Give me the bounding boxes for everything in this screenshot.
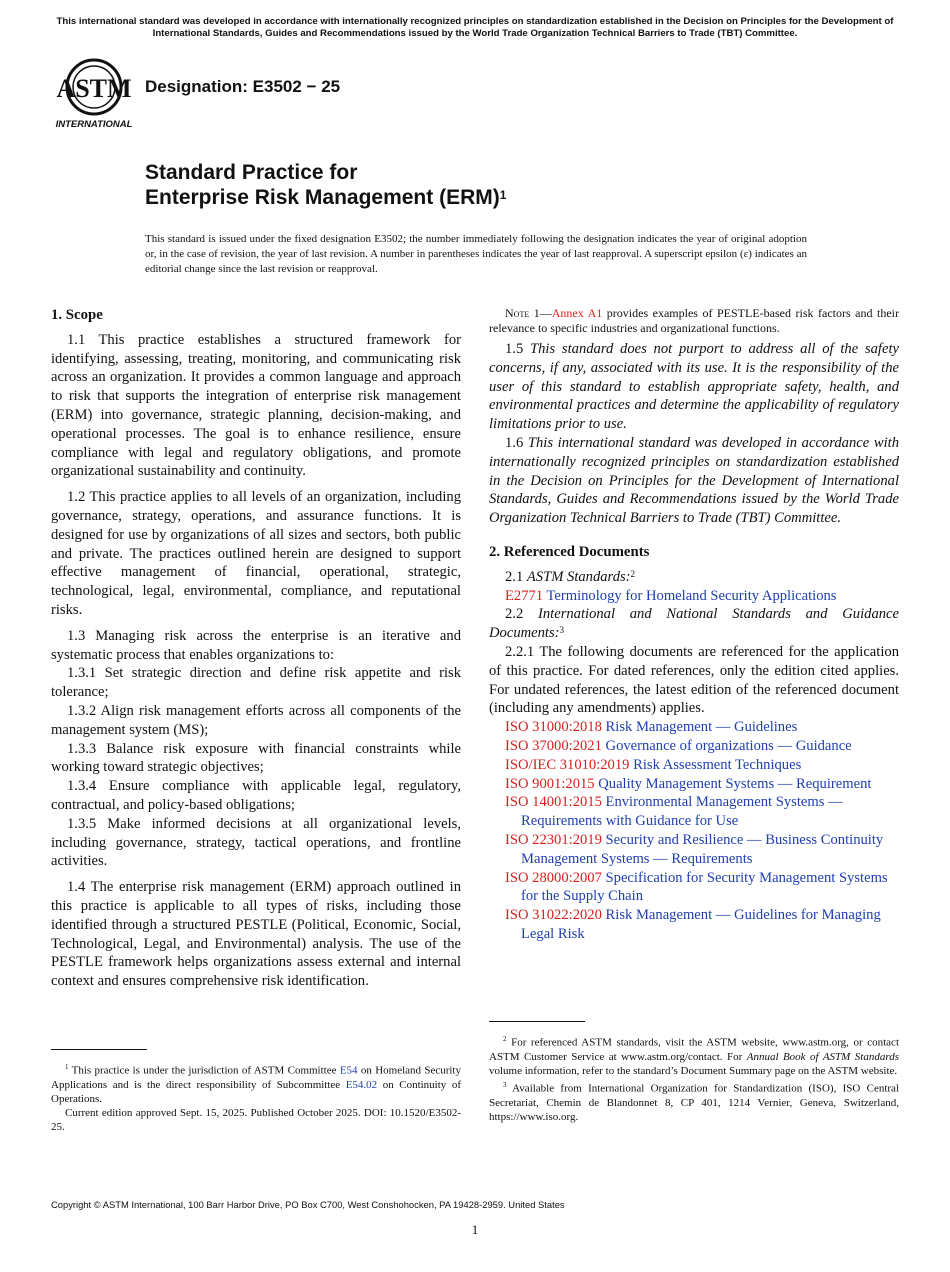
document-title [145, 160, 506, 210]
footnote-edition: Current edition approved Sept. 15, 2025. Published October 2025. DOI: 10.1520/E3502-25. [51, 1107, 461, 1134]
para-1-4: 1.4 The enterprise risk management (ERM) approach outlined in this practice is applicable to all types of risks, including those identified through a structured PESTLE (Political, Economic, Social, Technological, Legal, and Environmental) analysis. The use of the PESTLE framework helps organizations assess external and internal context and ensures comprehensive risk identification. [51, 879, 461, 990]
copyright-notice: Copyright © ASTM International, 100 Barr Harbor Drive, PO Box C700, West Conshohocken, PA 19428-2959. United States [51, 1199, 565, 1210]
svg-text:ASTM: ASTM [56, 74, 132, 103]
ref-iso-22301[interactable]: ISO 22301:2019 Security and Resilience — Business Continuity Management Systems — Requirements [505, 831, 884, 867]
footnote-2: $^2$ For referenced ASTM standards, visit the ASTM website, www.astm.org, or contact ASTM Customer Service at www.astm.org/contact. For Annual Book of ASTM Standards volume information, refer to the standard’s Document Summary page on the ASTM website. [489, 1035, 899, 1078]
ref-iso-9001[interactable]: ISO 9001:2015 Quality Management Systems — Requirement [505, 775, 872, 792]
astm-logo [54, 55, 134, 131]
left-column [51, 306, 461, 991]
footnotes-left [51, 1060, 461, 1135]
para-1-3-1: 1.3.1 Set strategic direction and define risk appetite and risk tolerance; [51, 665, 461, 701]
para-1-3-5: 1.3.5 Make informed decisions at all organizational levels, including governance, strategy, tactical operations, and frontline activities. [51, 815, 461, 870]
title-line-1: Standard Practice for [145, 161, 358, 184]
para-1-6: 1.6 This international standard was developed in accordance with internationally recognized principles on standardization established in the Decision on Principles for the Development of International Standards, Guides and Recommendations issued by the World Trade Organization Technical Barriers to Trade (TBT) Committee. [489, 434, 900, 527]
para-2-2: 2.2 International and National Standards and Guidance Documents:$^3$ [489, 606, 900, 642]
ref-iso-iec-31010[interactable]: ISO/IEC 31010:2019 Risk Assessment Techniques [505, 756, 802, 773]
para-2-2-1: 2.2.1 The following documents are referenced for the application of this practice. For dated references, only the edition cited applies. For undated references, the latest edition of the referenced document (including any amendments) applies. [489, 643, 899, 717]
footnote-rule-left [51, 1049, 147, 1050]
footnote-3: $^3$ Available from International Organization for Standardization (ISO), ISO Central Secretariat, Chemin de Blandonnet 8, CP 401, 1214 Vernier, Geneva, Switzerland, https://www.iso.org. [489, 1081, 899, 1124]
right-column [489, 306, 899, 944]
annex-a1-link[interactable]: Annex A1 [551, 306, 603, 320]
para-2-1: 2.1 ASTM Standards:$^2$ [505, 568, 636, 585]
footnote-1: $^1$ This practice is under the jurisdiction of ASTM Committee E54 on Homeland Security Applications and is the direct responsibility of Subcommittee E54.02 on Continuity of Operations. [51, 1063, 461, 1106]
ref-iso-37000[interactable]: ISO 37000:2021 Governance of organizations — Guidance [505, 737, 852, 754]
ref-iso-28000[interactable]: ISO 28000:2007 Specification for Security Management Systems for the Supply Chain [505, 869, 888, 905]
section-heading-references: 2. Referenced Documents [489, 543, 650, 560]
para-1-3: 1.3 Managing risk across the enterprise is an iterative and systematic process that enables organizations to: [51, 627, 461, 663]
e54-02-link[interactable]: E54.02 [345, 1078, 378, 1091]
issuance-note: This standard is issued under the fixed designation E3502; the number immediately following the designation indicates the year of original adoption or, in the case of revision, the year of last revision. A number in parentheses indicates the year of last reapproval. A superscript epsilon (ε) indicates an editorial change since the last revision or reapproval. [145, 233, 807, 275]
e54-link[interactable]: E54 [339, 1064, 358, 1077]
title-line-2: Enterprise Risk Management (ERM) [145, 186, 500, 209]
para-1-5: 1.5 This standard does not purport to address all of the safety concerns, if any, associated with its use. It is the responsibility of the user of this standard to establish appropriate safety, health, and environmental practices and determine the applicability of regulatory limitations prior to use. [489, 341, 899, 433]
footnotes-right [489, 1032, 899, 1125]
para-1-3-3: 1.3.3 Balance risk exposure with financial constraints while working toward strategic objectives; [51, 740, 461, 776]
title-footnote-mark: 1 [499, 188, 507, 202]
ref-e2771[interactable]: E2771 Terminology for Homeland Security Applications [505, 587, 837, 604]
section-heading-scope: 1. Scope [51, 307, 103, 323]
svg-text:INTERNATIONAL: INTERNATIONAL [55, 119, 133, 130]
ref-iso-31022[interactable]: ISO 31022:2020 Risk Management — Guidelines for Managing Legal Risk [505, 907, 881, 942]
para-1-3-4: 1.3.4 Ensure compliance with applicable legal, regulatory, contractual, and policy-based obligations; [51, 778, 461, 813]
para-1-3-2: 1.3.2 Align risk management efforts across all components of the management system (MS); [51, 702, 461, 738]
note-1: Note 1—Annex A1 provides examples of PESTLE-based risk factors and their relevance to specific industries and organizational functions. [489, 306, 900, 335]
page-number: 1 [471, 1222, 479, 1237]
para-1-2: 1.2 This practice applies to all levels of an organization, including governance, strategy, operations, and assurance functions. It is designed for use by organizations of all sizes and sectors, both public and private. The practices outlined herein are designed to support effective management of financial, operational, strategic, technological, legal, environmental, compliance, and reputational risks. [51, 489, 461, 618]
ref-iso-31000[interactable]: ISO 31000:2018 Risk Management — Guidelines [505, 719, 798, 736]
para-1-1: 1.1 This practice establishes a structured framework for identifying, assessing, treating, monitoring, and communicating risk across an organization. It provides a common language and approach to risk that supports the integration of enterprise risk management (ERM) into governance, strategic planning, decision-making, and operational processes. The goal is to enhance resilience, ensure compliance with legal and regulatory obligations, and promote organizational sustainability and continuity. [51, 331, 461, 480]
header-notice: This international standard was developed in accordance with internationally recognized principles on standardization established in the Decision on Principles for the Development of International Standards, Guides and Recommendations issued by the World Trade Organization Technical Barriers to Trade (TBT) Committee. [56, 16, 894, 39]
designation: Designation: E3502 − 25 [145, 77, 341, 96]
footnote-rule-right [489, 1021, 585, 1022]
ref-iso-14001[interactable]: ISO 14001:2015 Environmental Management Systems — Requirements with Guidance for Use [505, 794, 843, 830]
